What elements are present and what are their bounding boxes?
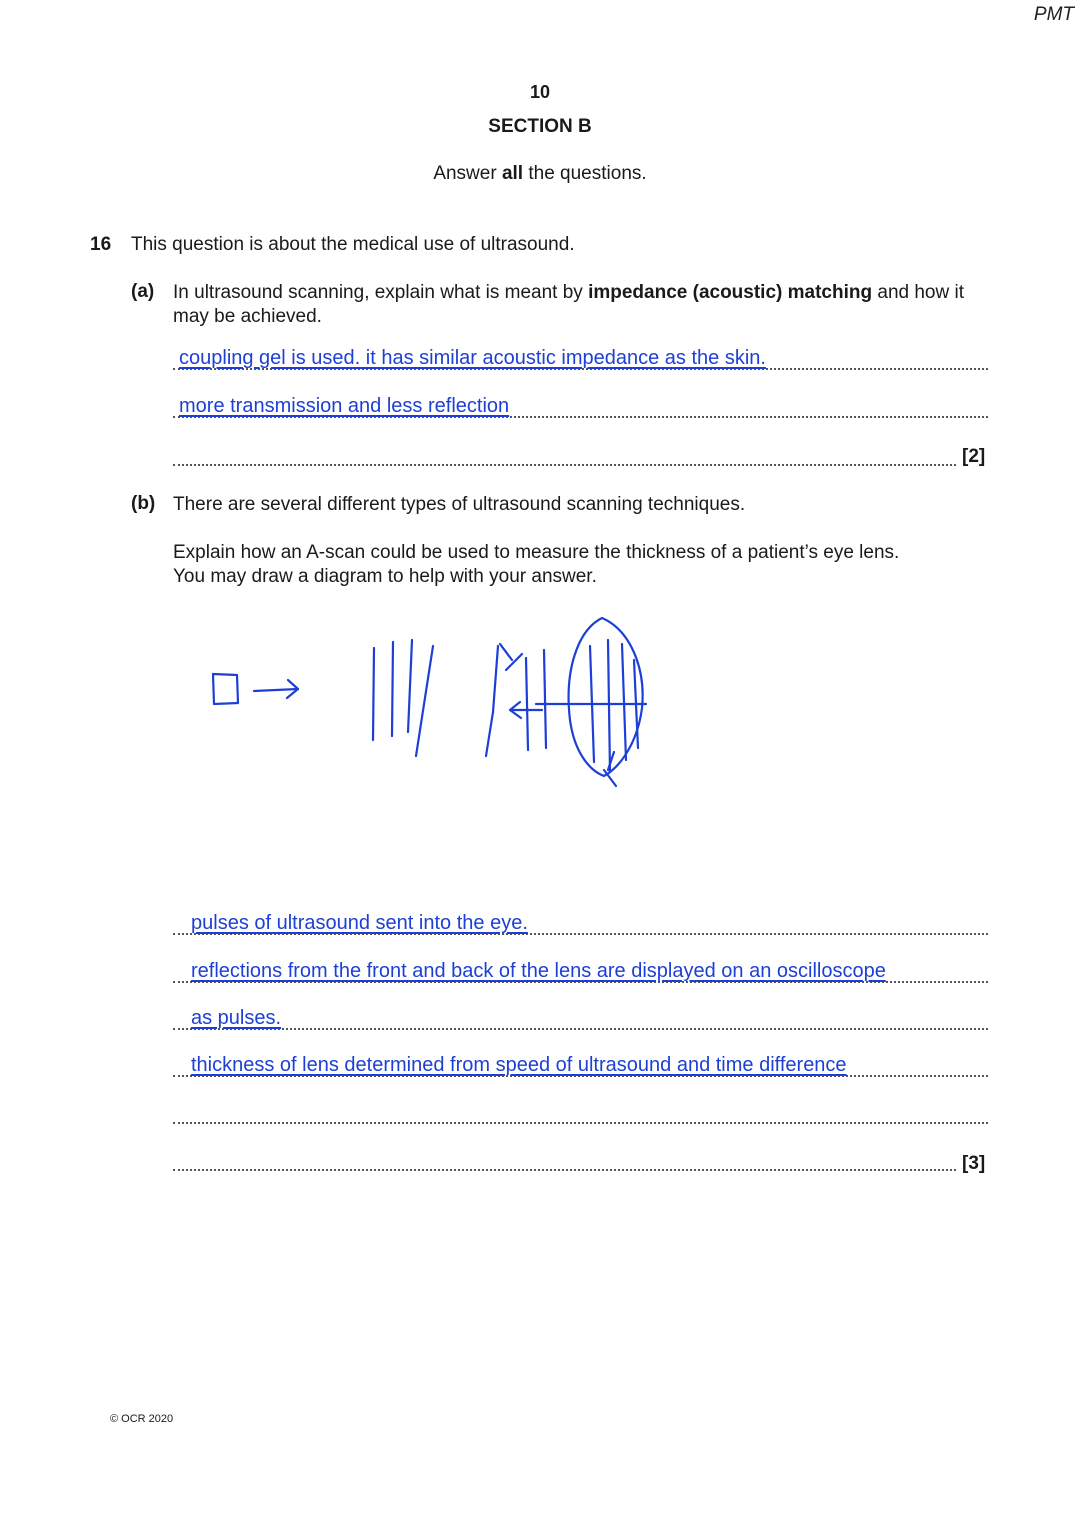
part-a-text-post: and how it may be achieved. <box>173 282 964 327</box>
part-b-answer-line-5[interactable] <box>173 1096 988 1124</box>
part-b-answer-line-6[interactable] <box>173 1143 956 1171</box>
part-b-marks: [3] <box>962 1153 986 1174</box>
pmt-watermark: PMT <box>1033 4 1074 25</box>
reflection-line-1-sketch <box>486 646 498 756</box>
instruction <box>0 163 1080 185</box>
part-b-prompt-line-2: You may draw a diagram to help with your answer. <box>173 566 597 587</box>
part-a-answer-line-2[interactable] <box>173 390 988 418</box>
instruction-pre: Answer <box>433 163 502 184</box>
wave-line-4-sketch <box>416 646 433 756</box>
section-title: SECTION B <box>488 116 592 137</box>
eye-lens-sketch <box>569 618 643 776</box>
reflection-zigzag-sketch <box>500 644 522 670</box>
question-number: 16 <box>90 234 112 255</box>
part-b-answer-4: thickness of lens determined from speed of ultrasound and time difference <box>191 1054 847 1076</box>
part-b-answer-line-2[interactable] <box>173 955 988 983</box>
page-number: 10 <box>529 82 551 102</box>
instruction-bold: all <box>501 163 524 184</box>
part-a-marks: [2] <box>962 446 986 467</box>
part-a-answer-1: coupling gel is used. it has similar acoustic impedance as the skin. <box>179 347 766 369</box>
part-a-text <box>173 281 1003 329</box>
part-b-answer-3: as pulses. <box>191 1007 282 1029</box>
part-a-answer-line-3[interactable] <box>173 438 956 466</box>
lens-inner-line-2-sketch <box>608 640 610 772</box>
part-a-answer-line-1[interactable] <box>173 342 988 370</box>
hand-drawn-diagram <box>190 600 670 790</box>
part-b-answer-1: pulses of ultrasound sent into the eye. <box>191 912 528 934</box>
wave-line-2-sketch <box>392 642 393 736</box>
wave-line-1-sketch <box>373 648 374 740</box>
part-b-answer-2: reflections from the front and back of the lens are displayed on an oscilloscope <box>191 960 886 982</box>
part-b-answer-line-1[interactable] <box>173 907 988 935</box>
part-b-prompt-line-1: Explain how an A-scan could be used to measure the thickness of a patient’s eye lens. <box>173 542 900 563</box>
lens-inner-line-3-sketch <box>622 644 626 760</box>
copyright: © OCR 2020 <box>110 1413 174 1425</box>
wave-line-3-sketch <box>408 640 412 732</box>
part-b-intro: There are several different types of ultrasound scanning techniques. <box>173 494 746 515</box>
part-b-answer-line-4[interactable] <box>173 1049 988 1077</box>
part-a-text-pre: In ultrasound scanning, explain what is meant by <box>173 282 589 303</box>
reflection-line-3-sketch <box>544 650 546 748</box>
part-a-text-bold: impedance (acoustic) matching <box>588 282 873 303</box>
arrow-shaft-sketch <box>254 689 298 691</box>
reflection-line-2-sketch <box>526 658 528 750</box>
question-text: This question is about the medical use of ultrasound. <box>131 234 575 255</box>
part-b-answer-line-3[interactable] <box>173 1002 988 1030</box>
instruction-post: the questions. <box>523 163 647 184</box>
part-b-label: (b) <box>131 493 156 514</box>
transducer-sketch <box>213 674 238 704</box>
part-a-answer-2: more transmission and less reflection <box>179 395 510 417</box>
part-a-label: (a) <box>131 281 155 302</box>
